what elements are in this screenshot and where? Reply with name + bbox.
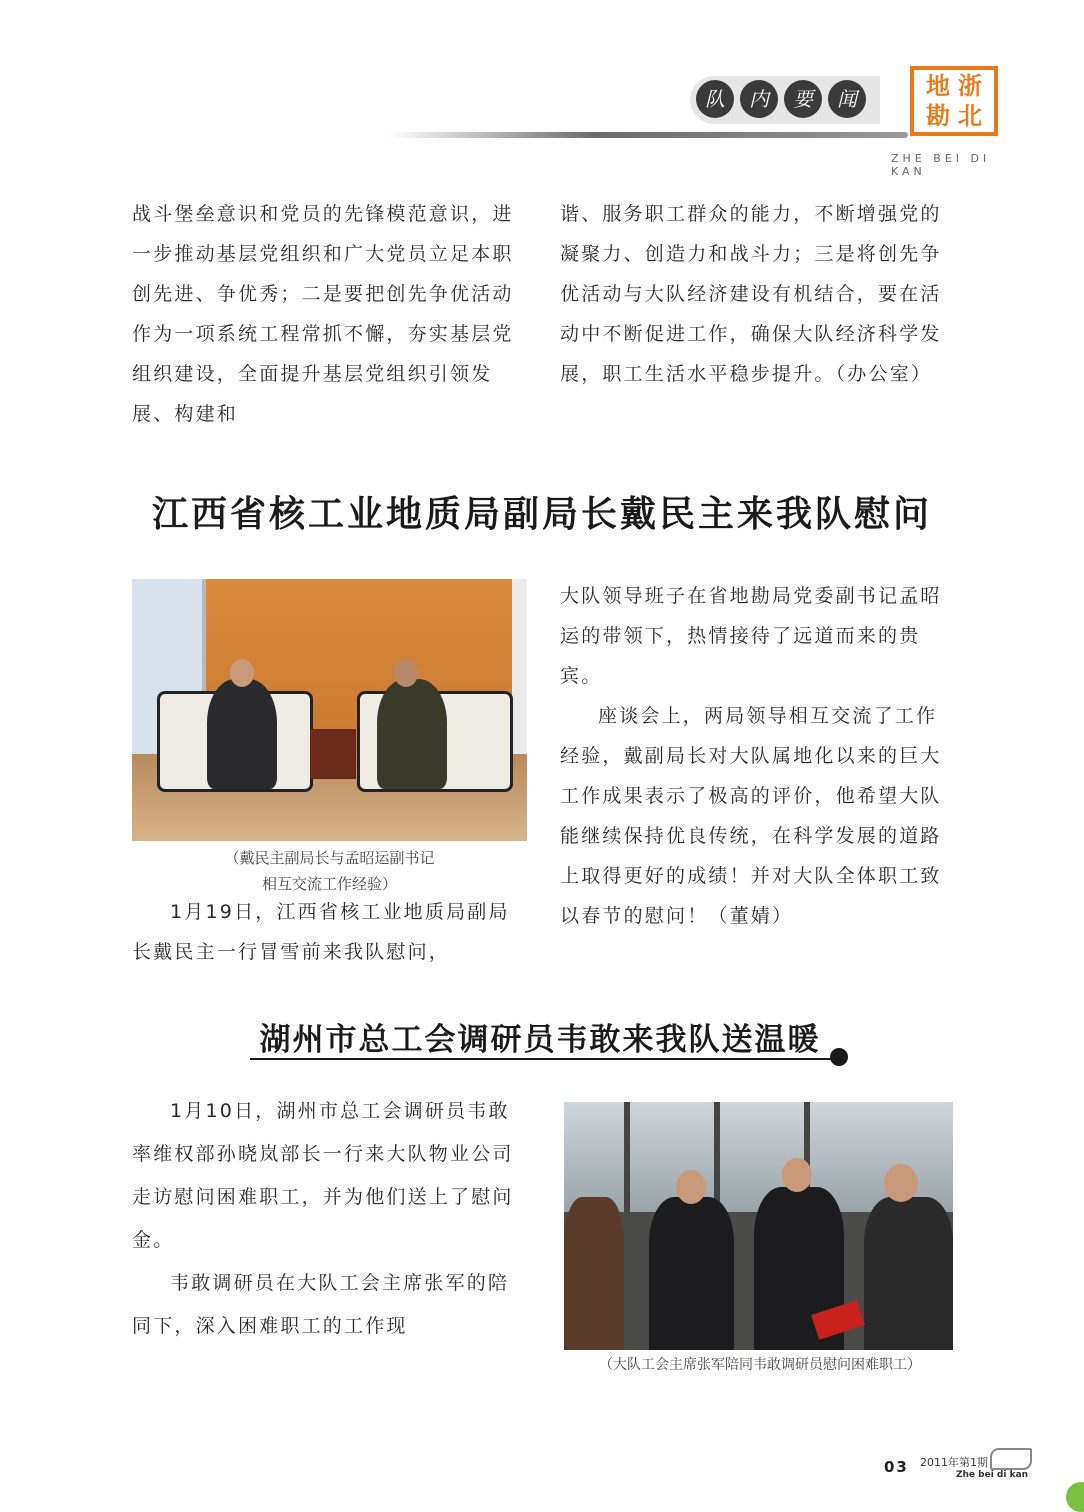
article1-right-column bbox=[560, 576, 954, 936]
article2-photo bbox=[564, 1102, 953, 1350]
magazine-name: Zhe bei di kan bbox=[956, 1470, 1029, 1480]
section-char-4: 闻 bbox=[828, 80, 866, 118]
article2-left-column bbox=[132, 1090, 526, 1348]
article0-left-column bbox=[132, 194, 526, 434]
issue-label: 2011年第1期 bbox=[920, 1456, 988, 1469]
logo-char-kan: 勘 bbox=[926, 102, 950, 130]
article1-right-p2: 座谈会上，两局领导相互交流了工作经验，戴副局长对大队属地化以来的巨大工作成果表示了极高的评价，他希望大队能继续保持优良传统，在科学发展的道路上取得更好的成绩！并对大队全体职工致以春节的慰问！（董婧） bbox=[560, 705, 942, 927]
magazine-logo bbox=[910, 66, 998, 136]
article2-left-p1: 1月10日，湖州市总工会调研员韦敢率维权部孙晓岚部长一行来大队物业公司走访慰问困难职工，并为他们送上了慰问金。 bbox=[132, 1100, 514, 1251]
article1-left-text: 1月19日，江西省核工业地质局副局长戴民主一行冒雪前来我队慰问， bbox=[132, 901, 510, 963]
header-rule bbox=[388, 132, 908, 138]
article2-title-dot bbox=[830, 1048, 848, 1066]
logo-char-zhe: 浙 bbox=[958, 72, 982, 100]
logo-char-di: 地 bbox=[926, 72, 950, 100]
article2-left-p2: 韦敢调研员在大队工会主席张军的陪同下，深入困难职工的工作现 bbox=[132, 1272, 510, 1337]
caption-line-2: 相互交流工作经验） bbox=[261, 875, 397, 893]
logo-subtitle: ZHE BEI DI KAN bbox=[891, 152, 991, 178]
article1-title: 江西省核工业地质局副局长戴民主来我队慰问 bbox=[151, 494, 932, 535]
article1-photo bbox=[132, 579, 527, 841]
caption-line-1: （戴民主副局长与孟昭运副书记 bbox=[224, 849, 435, 867]
article2-title: 湖州市总工会调研员韦敢来我队送温暖 bbox=[259, 1022, 821, 1058]
article1-photo-caption bbox=[132, 845, 527, 897]
logo-char-bei: 北 bbox=[958, 102, 982, 130]
article0-right-column bbox=[560, 194, 954, 394]
article2-title-rule bbox=[250, 1058, 838, 1060]
section-char-1: 队 bbox=[696, 80, 734, 118]
article1-right-p1: 大队领导班子在省地勘局党委副书记孟昭运的带领下，热情接待了远道而来的贵宾。 bbox=[560, 585, 942, 687]
article0-left-text: 战斗堡垒意识和党员的先锋模范意识，进一步推动基层党组织和广大党员立足本职创先进、争优秀；二是要把创先争优活动作为一项系统工程常抓不懈，夯实基层党组织建设，全面提升基层党组织引领发展、构建和 bbox=[132, 203, 514, 425]
corner-decoration bbox=[1066, 1482, 1084, 1512]
article0-right-text: 谐、服务职工群众的能力，不断增强党的凝聚力、创造力和战斗力；三是将创先争优活动与大队经济建设有机结合，要在活动中不断促进工作，确保大队经济科学发展，职工生活水平稳步提升。（办公室） bbox=[560, 203, 942, 385]
magazine-g-logo bbox=[990, 1448, 1032, 1470]
article1-left-column bbox=[132, 892, 526, 972]
section-char-2: 内 bbox=[740, 80, 778, 118]
article2-photo-caption: （大队工会主席张军陪同韦敢调研员慰问困难职工） bbox=[599, 1357, 921, 1373]
page-number: 03 bbox=[884, 1458, 909, 1476]
section-char-3: 要 bbox=[784, 80, 822, 118]
